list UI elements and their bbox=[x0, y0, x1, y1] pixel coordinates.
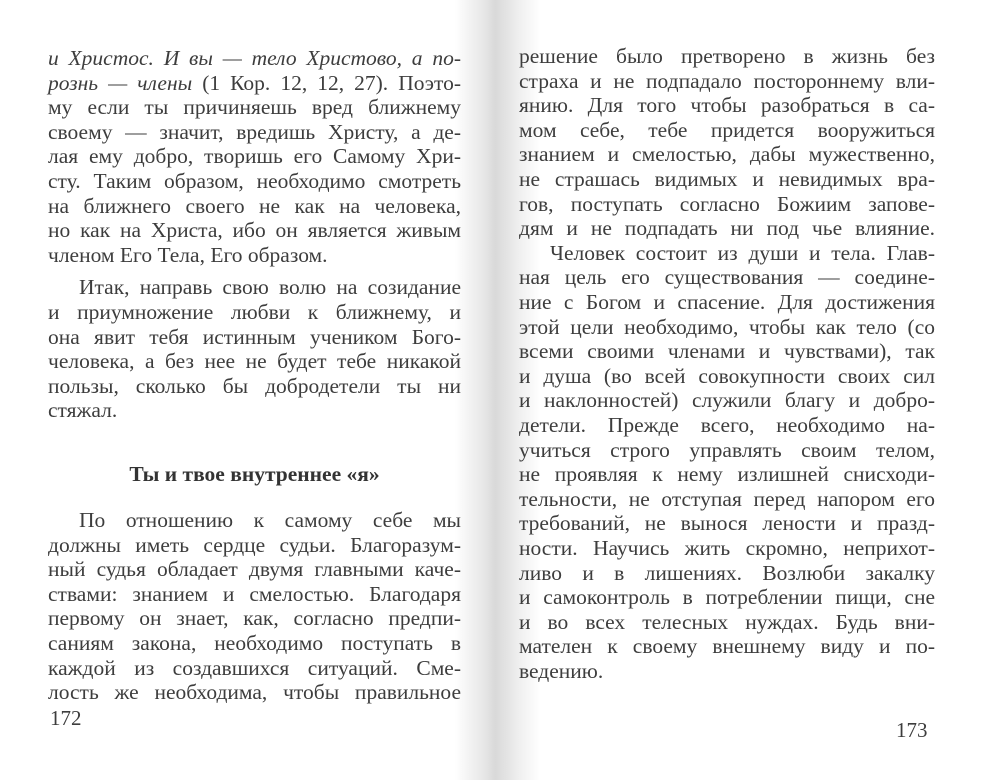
page-number-left: 172 bbox=[50, 706, 82, 730]
text-line bbox=[48, 243, 461, 267]
text-line: и самоконтроль в потреблении пищи, сне bbox=[519, 585, 935, 610]
text-line bbox=[48, 631, 461, 655]
text-span: каждой из создавшихся ситуаций. Сме- bbox=[48, 655, 461, 680]
text-line bbox=[48, 144, 461, 168]
text-line bbox=[48, 169, 461, 193]
text-line bbox=[48, 533, 461, 557]
text-span: членом Его Тела, Его образом. bbox=[48, 242, 328, 267]
text-line bbox=[48, 120, 461, 144]
text-span: стяжал. bbox=[48, 398, 118, 423]
text-line: мателен к своему внешнему виду и по- bbox=[519, 634, 935, 659]
text-span: лая ему добро, творишь его Самому Хри- bbox=[48, 144, 461, 169]
text-line: ливо и в лишениях. Возлюби закалку bbox=[519, 560, 935, 585]
text-line: Человек состоит из души и тела. Глав- bbox=[550, 240, 935, 265]
text-span: должны иметь сердце судьи. Благоразум- bbox=[48, 532, 461, 557]
section-heading: Ты и твое внутреннее «я» bbox=[129, 462, 380, 486]
text-line bbox=[48, 656, 461, 680]
text-line bbox=[48, 300, 461, 324]
text-line: знанием и смелостью, дабы мужественно, bbox=[519, 142, 935, 167]
text-line bbox=[48, 582, 461, 606]
text-line: гов, поступать согласно Божиим запове- bbox=[519, 191, 935, 216]
text-line: не страшась видимых и невидимых вра- bbox=[519, 167, 935, 191]
italic-quote: и Христос. И вы — тело Христово, а по- bbox=[48, 46, 461, 70]
text-line: и душа (во всей совокупности своих сил bbox=[519, 363, 935, 388]
text-span: на ближнего своего не как на человека, bbox=[48, 193, 461, 218]
text-span: она явит тебя истинным учеником Бого- bbox=[48, 324, 461, 349]
right-page bbox=[500, 0, 1000, 780]
text-span: человека, а без нее не будет тебе никакой bbox=[48, 349, 461, 374]
text-line bbox=[48, 325, 461, 349]
text-line: ние с Богом и спасение. Для достижения bbox=[519, 290, 935, 314]
text-span: (1 Кор. 12, 12, 27). Поэто- bbox=[192, 70, 461, 95]
text-span: и приумножение любви к ближнему, и bbox=[48, 300, 461, 324]
text-span: ный судья обладает двумя главными каче- bbox=[48, 557, 461, 582]
text-line: янию. Для того чтобы разобраться в са- bbox=[519, 93, 935, 118]
text-line bbox=[48, 606, 461, 630]
text-line: ведению. bbox=[519, 659, 604, 683]
left-page bbox=[0, 0, 495, 780]
text-line: детели. Прежде всего, необходимо на- bbox=[519, 413, 935, 437]
text-line: мом себе, тебе придется вооружиться bbox=[519, 117, 935, 142]
text-line: требований, не вынося лености и празд- bbox=[519, 511, 935, 536]
text-line bbox=[48, 95, 461, 119]
page-number-right: 173 bbox=[896, 718, 928, 742]
text-span: ствами: знанием и смелостью. Благодаря bbox=[48, 581, 461, 606]
text-line: этой цели необходимо, чтобы как тело (со bbox=[519, 314, 935, 339]
text-line: учиться строго управлять своим телом, bbox=[519, 437, 935, 462]
text-line: дям и не подпадать ни под чье влияние. bbox=[519, 216, 935, 241]
text-line bbox=[48, 680, 461, 704]
text-span: саниям закона, необходимо поступать в bbox=[48, 631, 461, 655]
text-line: тельности, не отступая перед напором его bbox=[519, 486, 935, 511]
text-line bbox=[48, 275, 461, 299]
text-line bbox=[48, 374, 461, 398]
text-line bbox=[48, 349, 461, 373]
text-line bbox=[48, 508, 461, 532]
text-line: всеми своими членами и чувствами), так bbox=[519, 339, 935, 364]
text-line: не проявляя к нему излишней снисходи- bbox=[519, 462, 935, 487]
text-span: лость же необходима, чтобы правильное bbox=[48, 680, 461, 705]
text-line bbox=[48, 557, 461, 581]
text-line: решение было претворено в жизнь без bbox=[519, 44, 935, 68]
text-span: первому он знает, как, согласно предпи- bbox=[48, 606, 461, 631]
text-line bbox=[48, 46, 461, 70]
text-line bbox=[48, 194, 461, 218]
text-line: и наклонностей) служили благу и добро- bbox=[519, 388, 935, 413]
text-span: своему — значит, вредишь Христу, а де- bbox=[48, 119, 461, 144]
text-span: пользы, сколько бы добродетели ты ни bbox=[48, 373, 461, 398]
text-span: му если ты причиняешь вред ближнему bbox=[48, 95, 461, 120]
text-span: сту. Таким образом, необходимо смотреть bbox=[48, 169, 461, 193]
text-span: Итак, направь свою волю на созидание bbox=[79, 275, 461, 300]
italic-quote: рознь — члены bbox=[48, 70, 193, 95]
text-line bbox=[48, 71, 461, 95]
text-line: и во всех телесных нуждах. Будь вни- bbox=[519, 609, 935, 634]
text-line: страха и не подпадало постороннему вли- bbox=[519, 68, 935, 93]
text-line: ная цель его существования — соедине- bbox=[519, 265, 935, 290]
text-line: ности. Научись жить скромно, неприхот- bbox=[519, 536, 935, 560]
text-line bbox=[48, 398, 461, 422]
text-span: но как на Христа, ибо он является живым bbox=[48, 218, 461, 243]
text-line bbox=[48, 218, 461, 242]
text-span: По отношению к самому себе мы bbox=[79, 508, 461, 532]
